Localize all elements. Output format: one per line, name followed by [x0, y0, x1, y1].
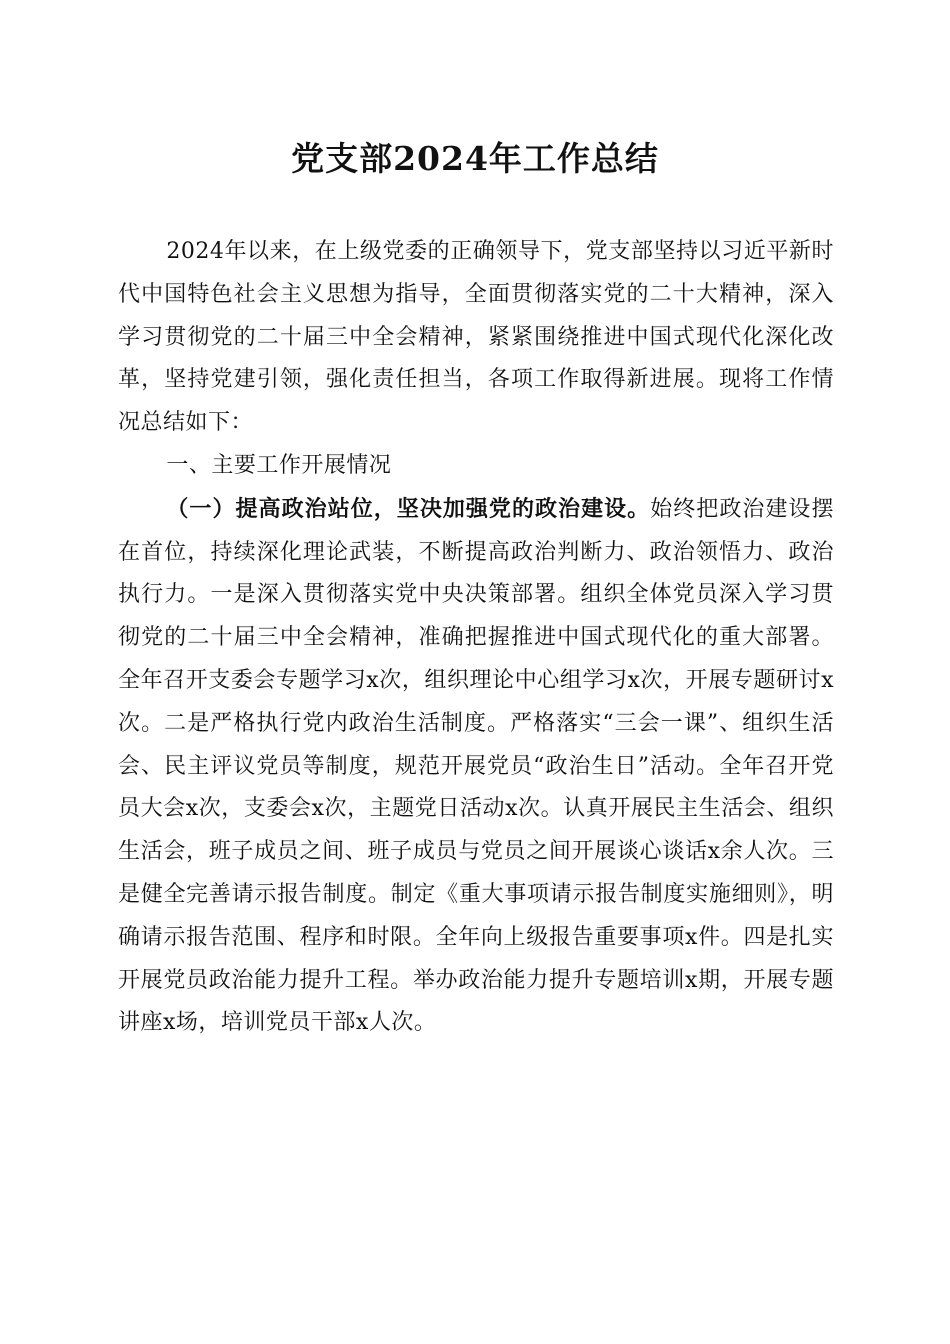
section-heading: 一、主要工作开展情况: [166, 452, 392, 478]
document-title: 党支部2024年工作总结: [291, 139, 659, 178]
subsection-body: 始终把政治建设摆在首位，持续深化理论武装，不断提高政治判断力、政治领悟力、政治执行力。一是深入贯彻落实党中央决策部署。组织全体党员深入学习贯彻党的二十届三中全会精神，准确把握推进中国式现代化的重大部署。全年召开支委会专题学习x次，组织理论中心组学习x次，开展专题研讨x次。二是严格执行党内政治生活制度。严格落实“三会一课”、组织生活会、民主评议党员等制度，规范开展党员“政治生日”活动。全年召开党员大会x次，支委会x次，主题党日活动x次。认真开展民主生活会、组织生活会，班子成员之间、班子成员与党员之间开展谈心谈话x余人次。三是健全完善请示报告制度。制定《重大事项请示报告制度实施细则》，明确请示报告范围、程序和时限。全年向上级报告重要事项x件。四是扎实开展党员政治能力提升工程。举办政治能力提升专题培训x期，开展专题讲座x场，培训党员干部x人次。: [118, 496, 834, 1036]
document-body: [118, 231, 834, 1045]
intro-paragraph: 2024年以来，在上级党委的正确领导下，党支部坚持以习近平新时代中国特色社会主义思想为指导，全面贯彻落实党的二十大精神，深入学习贯彻党的二十届三中全会精神，紧紧围绕推进中国式现代化深化改革，坚持党建引领，强化责任担当，各项工作取得新进展。现将工作情况总结如下：: [118, 239, 834, 436]
subsection-heading: （一）提高政治站位，坚决加强党的政治建设。: [166, 495, 651, 522]
subsection-paragraph: [118, 488, 834, 1045]
